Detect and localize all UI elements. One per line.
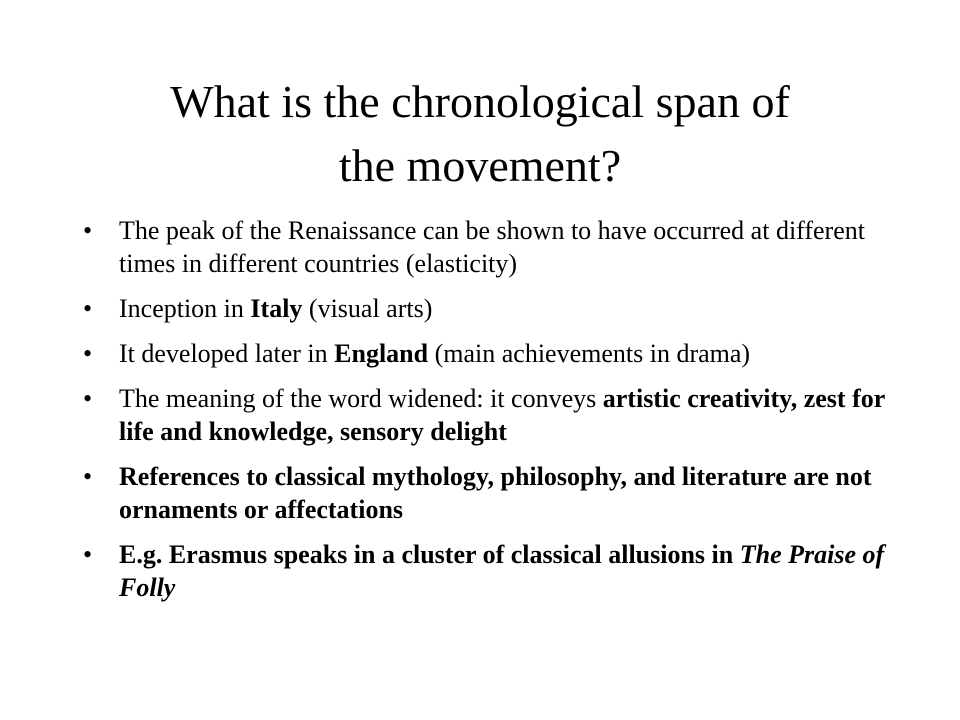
bullet-item-meaning xyxy=(80,382,920,448)
bullet-item-italy xyxy=(80,292,920,325)
bullet-icon: • xyxy=(83,294,93,323)
bullet-text-pre: Inception in xyxy=(119,294,251,323)
book-title: The Praise of Folly xyxy=(119,540,885,602)
bullet-icon: • xyxy=(83,339,93,368)
bullet-list xyxy=(80,214,920,616)
bullet-text-emphasis: E.g. Erasmus speaks in a cluster of classical allusions in xyxy=(119,540,740,569)
bullet-text-post: (main achievements in drama) xyxy=(428,339,751,368)
bullet-item-england xyxy=(80,337,920,370)
bullet-item-references xyxy=(80,460,920,526)
bullet-icon: • xyxy=(83,216,93,245)
title-line-1: What is the chronological span of xyxy=(170,76,790,127)
bullet-icon: • xyxy=(83,462,93,491)
title-line-2: the movement? xyxy=(338,140,622,191)
bullet-item-peak xyxy=(80,214,920,280)
bullet-icon: • xyxy=(83,384,93,413)
slide-title xyxy=(60,70,900,198)
bullet-text-emphasis: Italy xyxy=(250,294,303,323)
bullet-text-pre: It developed later in xyxy=(119,339,335,368)
bullet-text: The peak of the Renaissance can be shown to have occurred at different times in different countries (elasticity) xyxy=(119,216,865,278)
bullet-icon: • xyxy=(83,540,93,569)
bullet-text-post: (visual arts) xyxy=(302,294,433,323)
bullet-text-pre: The meaning of the word widened: it conveys xyxy=(119,384,603,413)
bullet-text-emphasis: References to classical mythology, philosophy, and literature are not ornaments or affectations xyxy=(119,462,872,524)
bullet-text-emphasis: England xyxy=(334,339,429,368)
bullet-item-erasmus xyxy=(80,538,920,604)
bullet-text-emphasis: artistic creativity, zest for life and knowledge, sensory delight xyxy=(119,384,885,446)
